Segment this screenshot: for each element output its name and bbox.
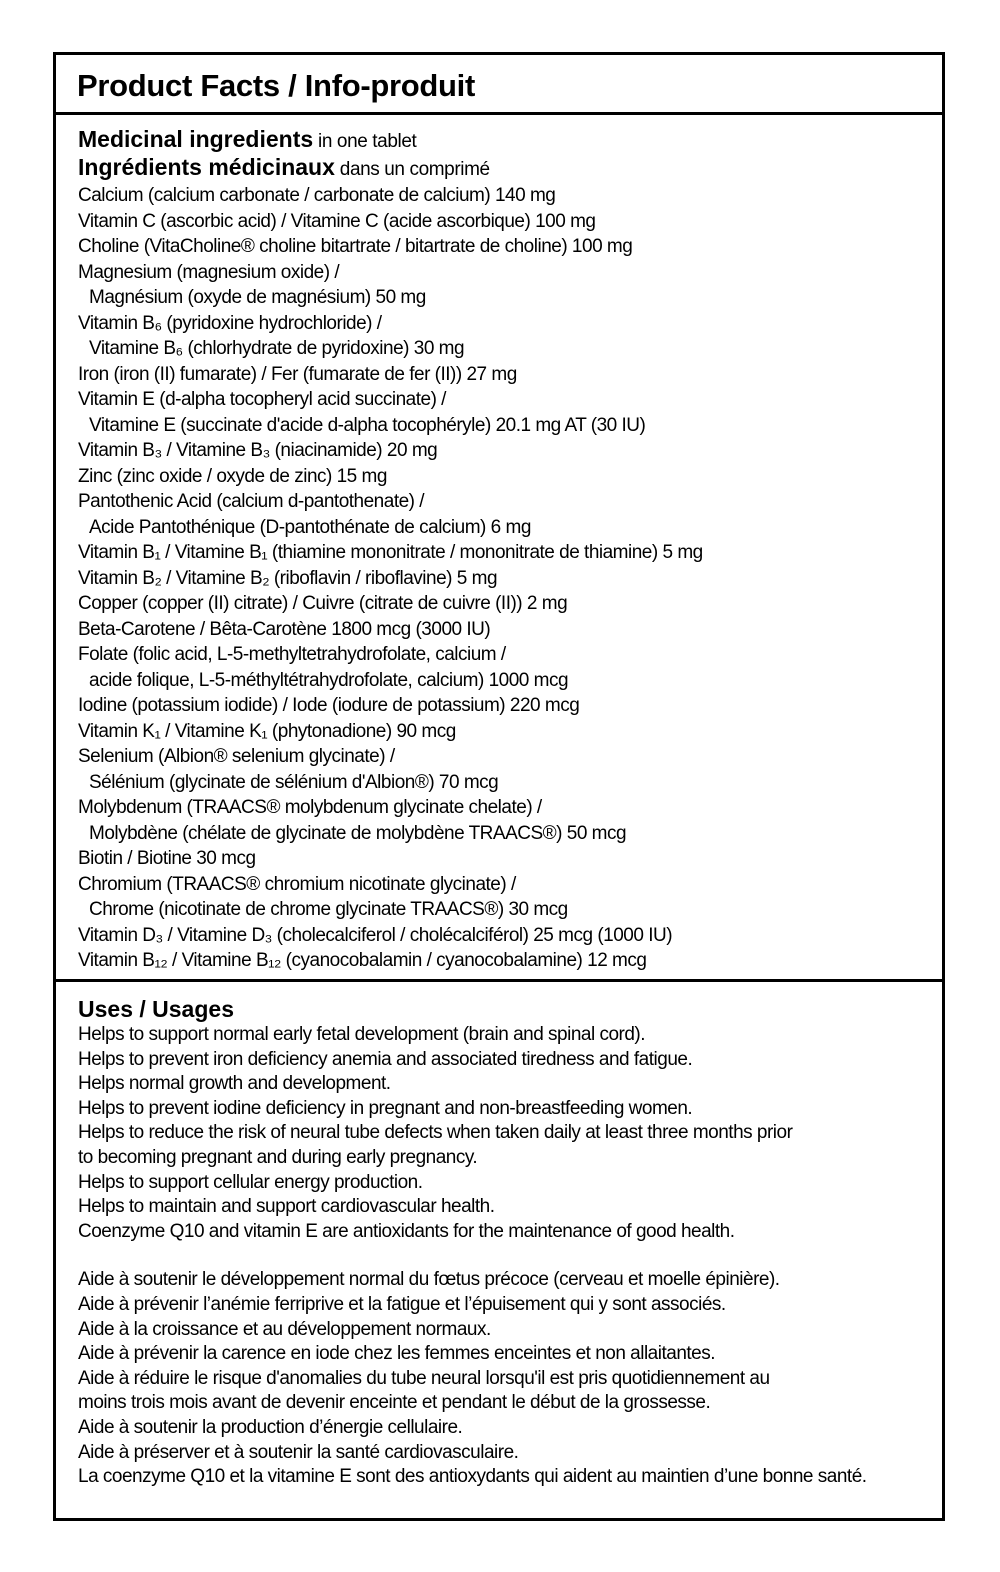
medicinal-heading-fr-suffix: dans un comprimé: [334, 159, 490, 180]
ingredient-line: Vitamin B₂ / Vitamine B₂ (riboflavin / riboflavine) 5 mg: [78, 567, 498, 589]
ingredient-line: Acide Pantothénique (D-pantothénate de calcium) 6 mg: [89, 516, 531, 538]
ingredient-line: Choline (VitaCholine® choline bitartrate / bitartrate de choline) 100 mg: [78, 236, 633, 257]
ingredient-line: Zinc (zinc oxide / oxyde de zinc) 15 mg: [78, 465, 387, 487]
ingredient-line: Vitamin B₁₂ / Vitamine B₁₂ (cyanocobalamin / cyanocobalamine) 12 mcg: [78, 950, 647, 971]
product-facts-panel: [53, 52, 945, 1521]
ingredient-line: Vitamin E (d-alpha tocopheryl acid succinate) /: [78, 389, 446, 410]
uses-list-en: [78, 1023, 942, 1244]
ingredient-line: Beta-Carotene / Bêta-Carotène 1800 mcg (3000 IU): [78, 618, 491, 640]
use-line-fr: Aide à prévenir l’anémie ferriprive et la fatigue et l’épuisement qui y sont associés.: [78, 1293, 726, 1315]
ingredient-line: Vitamin K₁ / Vitamine K₁ (phytonadione) 90 mcg: [78, 720, 456, 742]
panel-title: Product Facts / Info-produit: [77, 68, 476, 103]
use-line-en: Coenzyme Q10 and vitamin E are antioxidants for the maintenance of good health.: [78, 1220, 735, 1242]
ingredient-line: Magnésium (oxyde de magnésium) 50 mg: [89, 287, 426, 308]
use-line-en: Helps to prevent iodine deficiency in pregnant and non-breastfeeding women.: [78, 1097, 693, 1119]
use-line-en: Helps to prevent iron deficiency anemia and associated tiredness and fatigue.: [78, 1048, 693, 1070]
use-line-fr: Aide à soutenir le développement normal du fœtus précoce (cerveau et moelle épinière).: [78, 1269, 780, 1291]
ingredient-line: Calcium (calcium carbonate / carbonate de calcium) 140 mg: [78, 185, 556, 206]
use-line-fr: Aide à prévenir la carence en iode chez les femmes enceintes et non allaitantes.: [78, 1343, 716, 1365]
use-line-fr: La coenzyme Q10 et la vitamine E sont des antioxydants qui aident au maintien d’une bonne santé.: [78, 1466, 867, 1488]
ingredient-line: Chromium (TRAACS® chromium nicotinate glycinate) /: [78, 873, 516, 895]
ingredient-line: Vitamine E (succinate d'acide d-alpha tocophéryle) 20.1 mg AT (30 IU): [89, 414, 646, 436]
title-bar: [56, 55, 942, 115]
ingredient-line: acide folique, L-5-méthyltétrahydrofolate, calcium) 1000 mcg: [89, 669, 569, 691]
use-line-fr: moins trois mois avant de devenir enceinte et pendant le début de la grossesse.: [78, 1392, 711, 1414]
use-line-fr: Aide à la croissance et au développement normaux.: [78, 1318, 491, 1340]
use-line-en: Helps to maintain and support cardiovascular health.: [78, 1196, 495, 1218]
medicinal-heading-en-bold: Medicinal ingredients: [78, 126, 314, 152]
ingredient-line: Selenium (Albion® selenium glycinate) /: [78, 746, 395, 767]
ingredient-line: Vitamin B₃ / Vitamine B₃ (niacinamide) 20 mg: [78, 440, 438, 461]
ingredient-line: Chrome (nicotinate de chrome glycinate TRAACS®) 30 mcg: [89, 899, 568, 920]
use-line-en: Helps to support normal early fetal development (brain and spinal cord).: [78, 1024, 646, 1045]
ingredient-list: [78, 183, 942, 974]
ingredient-line: Biotin / Biotine 30 mcg: [78, 848, 256, 869]
ingredient-line: Molybdène (chélate de glycinate de molybdène TRAACS®) 50 mcg: [89, 822, 627, 844]
ingredient-line: Copper (copper (II) citrate) / Cuivre (citrate de cuivre (II)) 2 mg: [78, 593, 568, 614]
medicinal-heading-en-suffix: in one tablet: [313, 131, 417, 152]
medicinal-heading-fr-bold: Ingrédients médicinaux: [78, 154, 335, 180]
ingredient-line: Vitamin B₁ / Vitamine B₁ (thiamine mononitrate / mononitrate de thiamine) 5 mg: [78, 542, 703, 563]
uses-spacer: [78, 1244, 942, 1268]
ingredient-line: Iron (iron (II) fumarate) / Fer (fumarate de fer (II)) 27 mg: [78, 363, 517, 385]
use-line-en: Helps to reduce the risk of neural tube defects when taken daily at least three months prior: [78, 1122, 793, 1144]
medicinal-ingredients-section: [56, 115, 942, 982]
medicinal-heading-en: [78, 127, 942, 155]
use-line-fr: Aide à préserver et à soutenir la santé cardiovasculaire.: [78, 1441, 519, 1463]
ingredient-line: Magnesium (magnesium oxide) /: [78, 261, 340, 283]
ingredient-line: Vitamine B₆ (chlorhydrate de pyridoxine) 30 mg: [89, 338, 465, 359]
ingredient-line: Iodine (potassium iodide) / Iode (iodure de potassium) 220 mcg: [78, 695, 580, 716]
ingredient-line: Vitamin C (ascorbic acid) / Vitamine C (acide ascorbique) 100 mg: [78, 210, 596, 232]
use-line-en: Helps to support cellular energy production.: [78, 1171, 423, 1193]
medicinal-heading-fr: [78, 155, 942, 183]
use-line-en: to becoming pregnant and during early pregnancy.: [78, 1146, 478, 1168]
uses-list-fr: [78, 1268, 942, 1489]
use-line-en: Helps normal growth and development.: [78, 1073, 391, 1095]
ingredient-line: Pantothenic Acid (calcium d-pantothenate) /: [78, 491, 425, 512]
use-line-fr: Aide à réduire le risque d'anomalies du tube neural lorsqu'il est pris quotidiennement au: [78, 1367, 770, 1389]
uses-heading: Uses / Usages: [78, 996, 234, 1022]
ingredient-line: Vitamin B₆ (pyridoxine hydrochloride) /: [78, 312, 382, 334]
use-line-fr: Aide à soutenir la production d’énergie cellulaire.: [78, 1416, 463, 1438]
ingredient-line: Folate (folic acid, L-5-methyltetrahydrofolate, calcium /: [78, 644, 506, 665]
ingredient-line: Sélénium (glycinate de sélénium d'Albion®) 70 mcg: [89, 771, 499, 793]
uses-section: [56, 982, 942, 1490]
ingredient-line: Molybdenum (TRAACS® molybdenum glycinate chelate) /: [78, 797, 542, 818]
ingredient-line: Vitamin D₃ / Vitamine D₃ (cholecalciferol / cholécalciférol) 25 mcg (1000 IU): [78, 924, 673, 946]
